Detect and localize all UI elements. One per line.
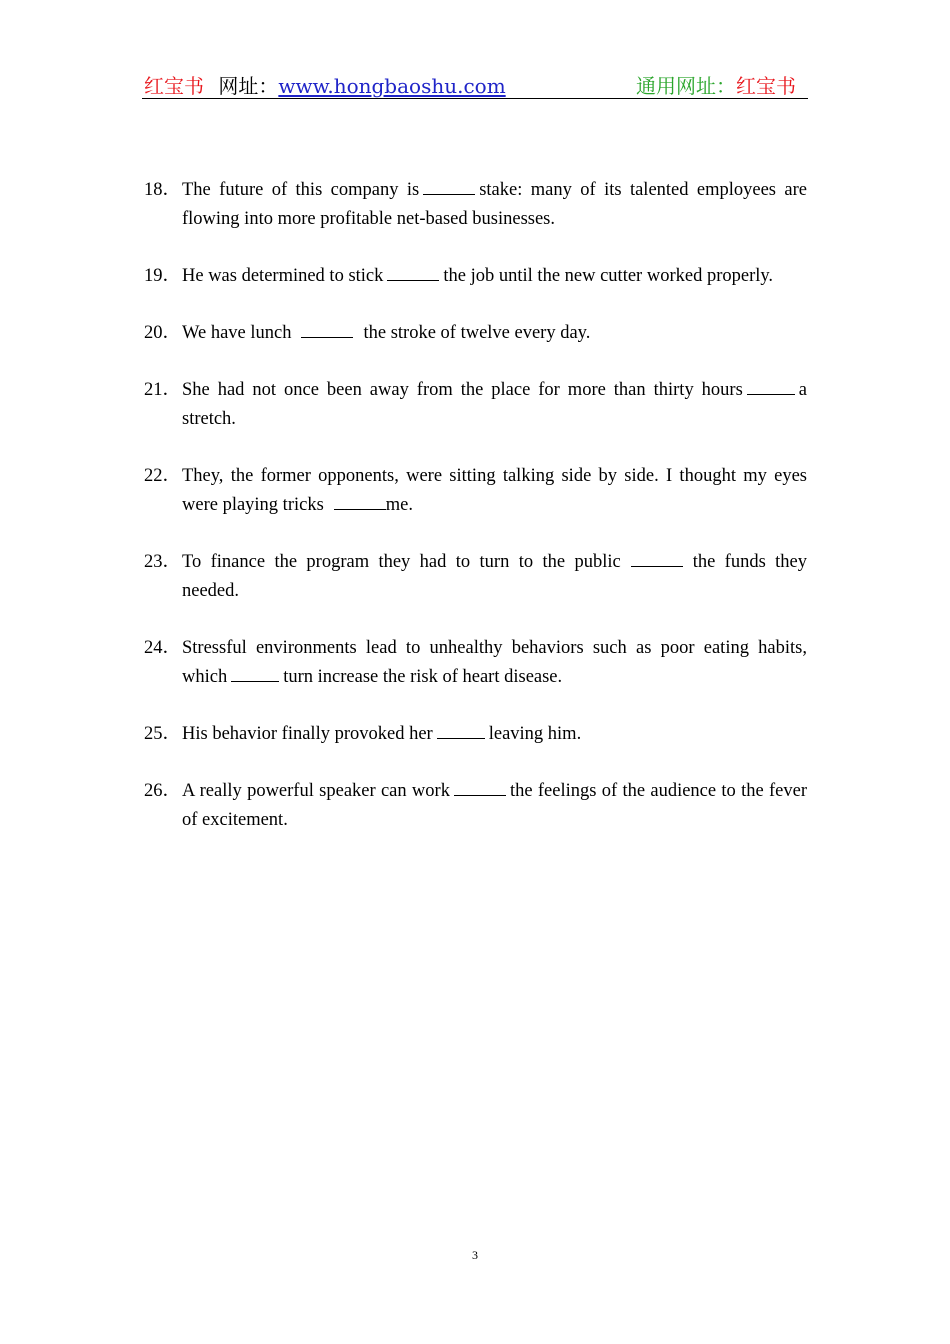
question-item xyxy=(144,462,807,520)
question-number: 20． xyxy=(144,323,182,343)
header-url-link[interactable]: www.hongbaoshu.com xyxy=(278,74,506,98)
answer-blank[interactable] xyxy=(334,491,386,510)
question-text-after: leaving him. xyxy=(488,724,582,744)
question-item xyxy=(144,262,807,291)
question-text-before: To finance the program they had to turn to the public xyxy=(182,552,621,572)
answer-blank[interactable] xyxy=(387,262,439,281)
question-item xyxy=(144,634,807,692)
answer-blank[interactable] xyxy=(437,720,485,739)
question-number: 18． xyxy=(144,180,182,200)
answer-blank[interactable] xyxy=(454,777,506,796)
question-text-before: Stressful environments lead to unhealthy behaviors such as poor eating habits, which xyxy=(182,638,807,687)
question-text-before: She had not once been away from the place for more than thirty hours xyxy=(182,380,743,400)
question-number: 25． xyxy=(144,724,182,744)
question-item xyxy=(144,777,807,835)
question-text-after: a stretch. xyxy=(182,380,807,429)
question-text-after: the job until the new cutter worked properly. xyxy=(443,266,774,286)
question-number: 26． xyxy=(144,781,182,801)
question-text-after: turn increase the risk of heart disease. xyxy=(283,667,563,687)
header-url-label: 网址： xyxy=(218,74,279,98)
answer-blank[interactable] xyxy=(747,376,795,395)
question-text-before: The future of this company is xyxy=(182,180,420,200)
question-text-after: me. xyxy=(385,495,414,515)
question-item xyxy=(144,319,807,348)
question-text-before: He was determined to stick xyxy=(182,266,384,286)
answer-blank[interactable] xyxy=(631,548,683,567)
question-number: 19． xyxy=(144,266,182,286)
question-text-after: stake: many of its talented employees are flowing into more profitable net-based businesses. xyxy=(182,180,807,229)
answer-blank[interactable] xyxy=(231,663,279,682)
question-number: 22． xyxy=(144,466,182,486)
header-brand: 红宝书 xyxy=(144,74,204,98)
question-text-before: We have lunch xyxy=(182,323,292,343)
question-item xyxy=(144,376,807,434)
question-text-after: the stroke of twelve every day. xyxy=(363,323,591,343)
page-number: 3 xyxy=(472,1248,478,1262)
question-text-before: They, the former opponents, were sitting talking side by side. I thought my eyes were playing tricks xyxy=(182,466,807,515)
question-item xyxy=(144,176,807,234)
header-right-brand: 红宝书 xyxy=(736,74,796,98)
header-left xyxy=(144,70,506,99)
question-text-after: the feelings of the audience to the fever of excitement. xyxy=(182,781,807,830)
question-number: 21． xyxy=(144,380,182,400)
question-list xyxy=(144,176,807,863)
header-right-label: 通用网址： xyxy=(636,74,736,98)
question-text-before: A really powerful speaker can work xyxy=(182,781,450,801)
question-item xyxy=(144,720,807,749)
question-text-after: the funds they needed. xyxy=(182,552,808,601)
answer-blank[interactable] xyxy=(423,176,475,195)
question-text-before: His behavior finally provoked her xyxy=(182,724,433,744)
answer-blank[interactable] xyxy=(301,319,353,338)
page-header xyxy=(142,68,808,99)
question-item xyxy=(144,548,807,606)
question-number: 23． xyxy=(144,552,182,572)
question-number: 24． xyxy=(144,638,182,658)
header-right xyxy=(636,70,796,99)
